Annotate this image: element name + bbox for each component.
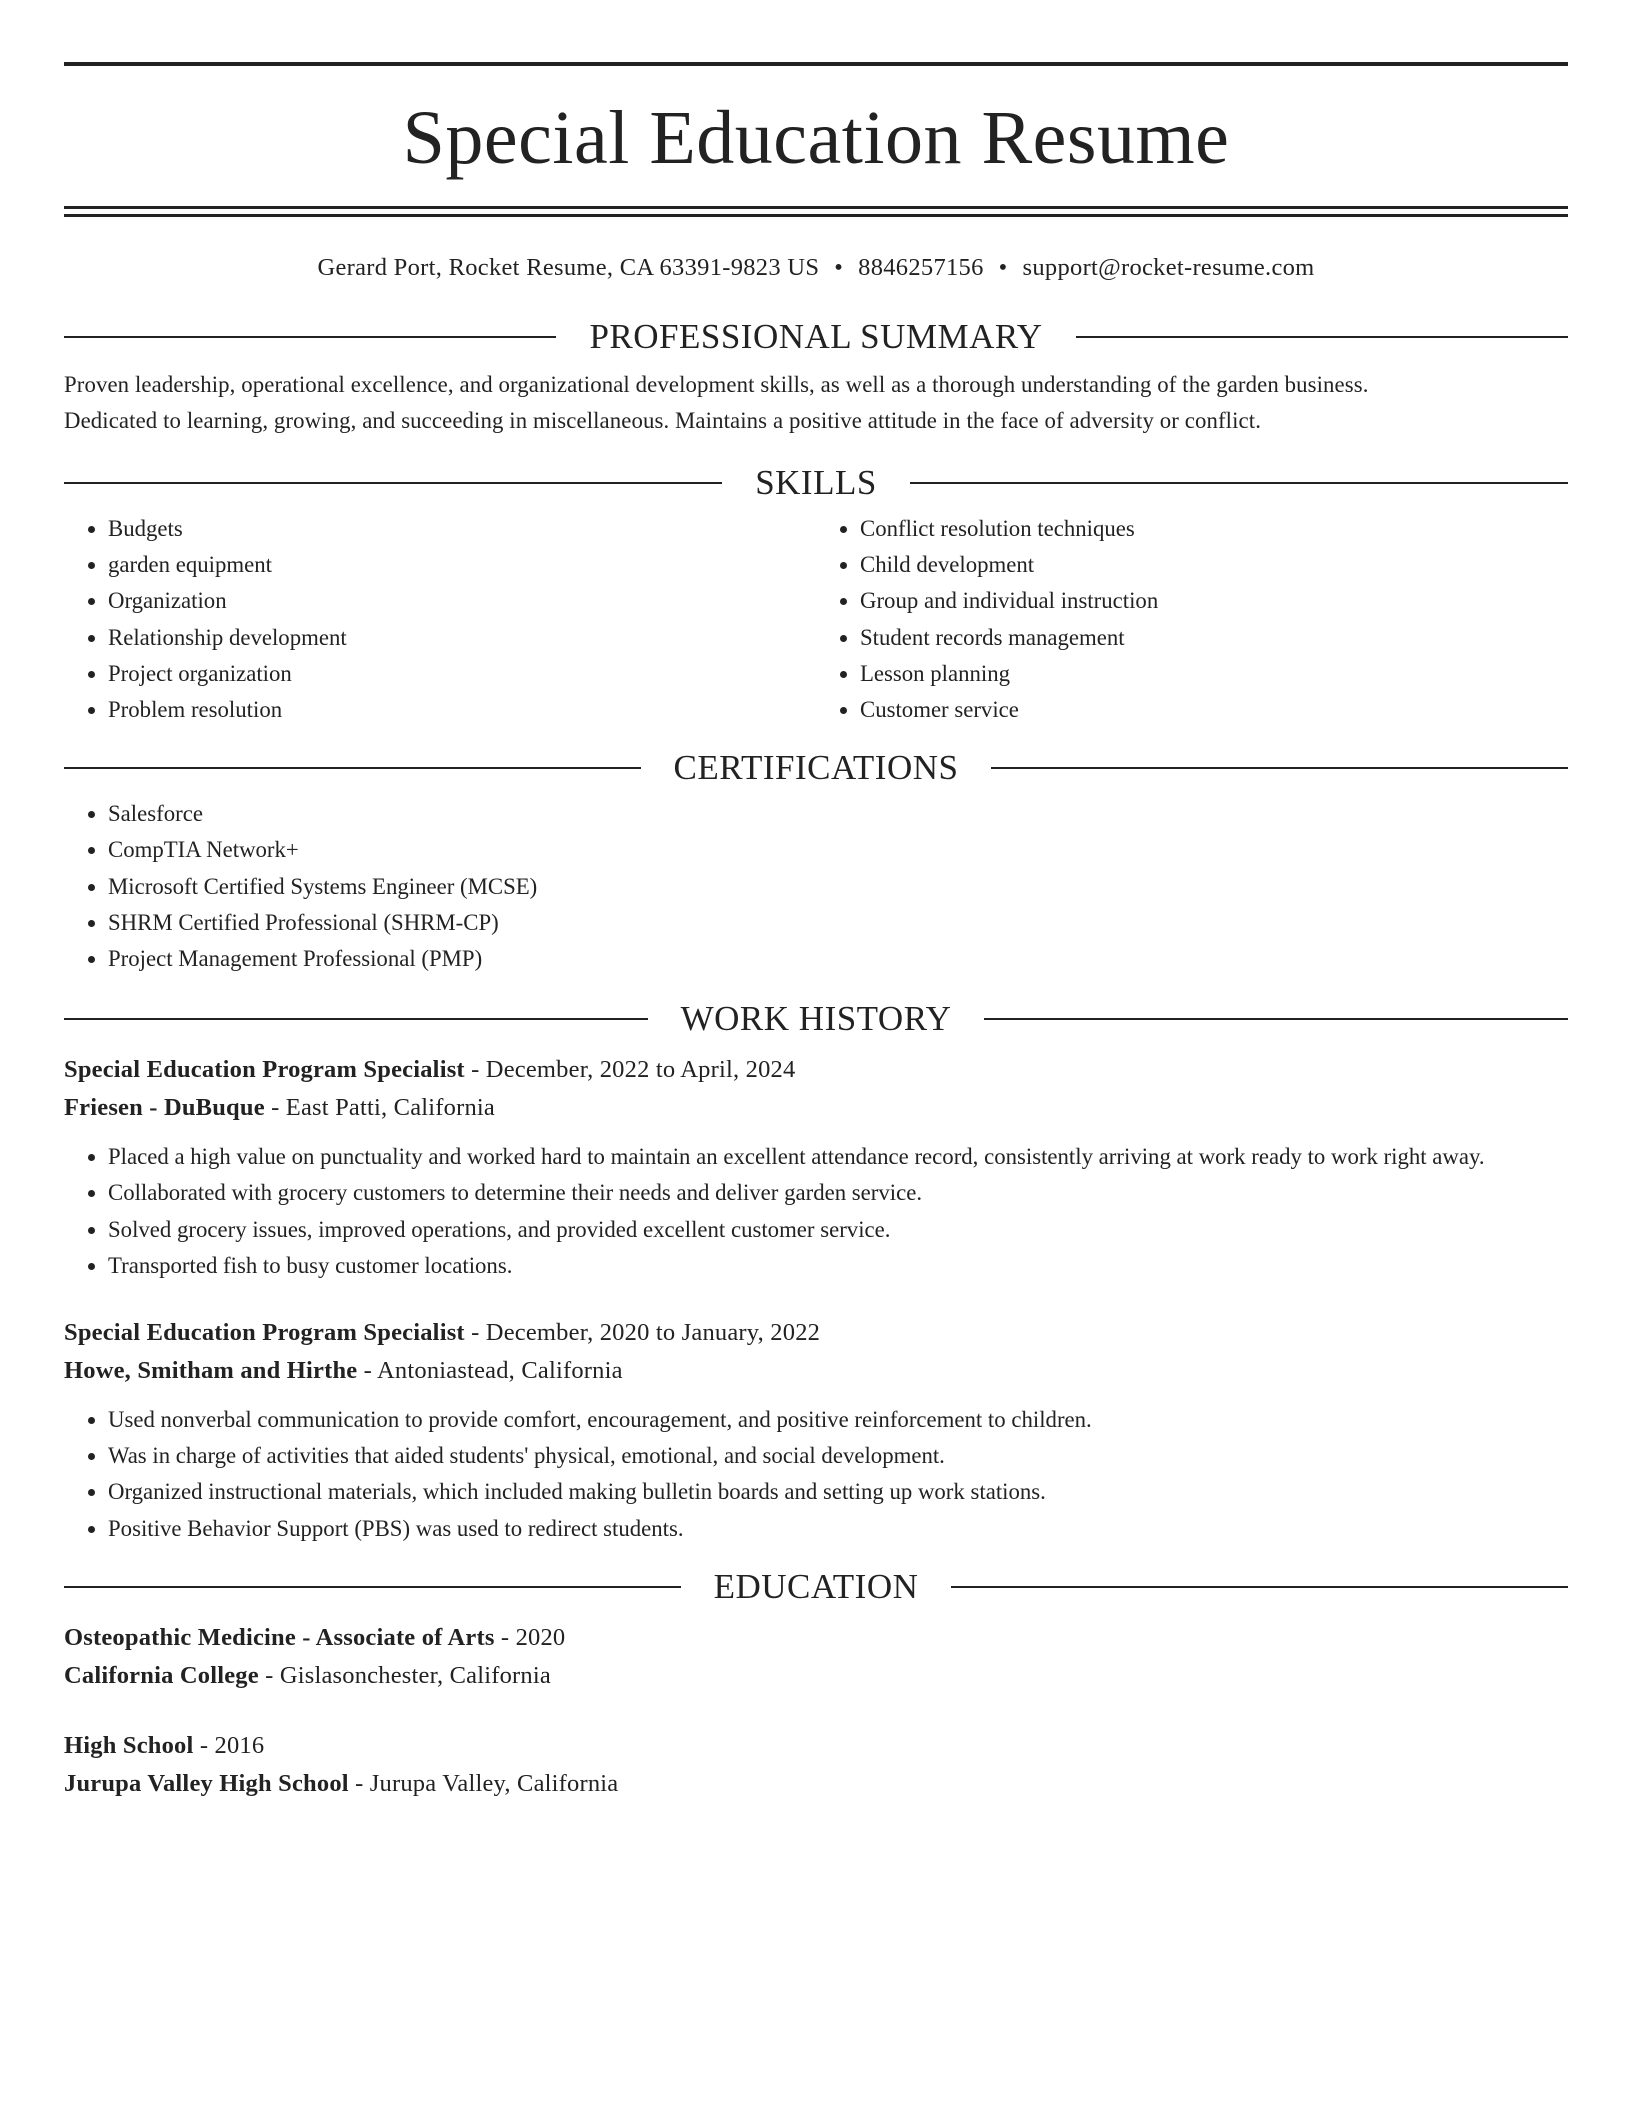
skill-item: • Project organization	[108, 656, 816, 692]
education-degree-line	[64, 1619, 1568, 1657]
heading-rule-left	[64, 767, 641, 769]
job-title: Special Education Program Specialist	[64, 1319, 465, 1347]
skill-item: • Customer service	[860, 692, 1568, 728]
skills-heading	[64, 463, 1568, 503]
job-bullet: • Used nonverbal communication to provide comfort, encouragement, and positive reinforcement to children.	[108, 1402, 1568, 1438]
title-double-rule	[64, 206, 1568, 217]
summary-heading-label: PROFESSIONAL SUMMARY	[589, 317, 1043, 356]
job-entry	[64, 1314, 1568, 1547]
job-location: - East Patti, California	[264, 1094, 495, 1122]
job-company-line	[64, 1089, 1568, 1127]
skill-item: • Child development	[860, 547, 1568, 583]
summary-line: Dedicated to learning, growing, and succeeding in miscellaneous. Maintains a positive attitude in the face of adversity or conflict.	[64, 408, 1262, 433]
top-rule	[64, 62, 1568, 66]
certification-item: • CompTIA Network+	[108, 832, 1568, 868]
resume-content	[64, 62, 1568, 1803]
job-company: Howe, Smitham and Hirthe	[64, 1357, 358, 1385]
job-title-line	[64, 1314, 1568, 1352]
certifications-heading-label: CERTIFICATIONS	[673, 748, 959, 788]
education-school: California College	[64, 1661, 259, 1689]
job-entry	[64, 1051, 1568, 1284]
work-heading	[64, 999, 1568, 1039]
education-heading-label: EDUCATION	[713, 1566, 919, 1606]
job-bullet: • Solved grocery issues, improved operations, and provided excellent customer service.	[108, 1212, 1568, 1248]
heading-rule-right	[984, 1018, 1568, 1020]
heading-rule-right	[1076, 336, 1568, 338]
education-year: - 2020	[494, 1623, 566, 1651]
skills-heading-label: SKILLS	[755, 463, 877, 502]
job-bullet: • Transported fish to busy customer locations.	[108, 1248, 1568, 1284]
job-bullets	[64, 1402, 1568, 1547]
education-degree: High School	[64, 1731, 194, 1759]
certifications-heading	[64, 748, 1568, 788]
education-entry	[64, 1727, 1568, 1803]
certifications-list	[64, 796, 1568, 977]
skill-item: • Group and individual instruction	[860, 583, 1568, 619]
job-location: - Antoniastead, California	[357, 1357, 623, 1385]
job-company-line	[64, 1352, 1568, 1390]
job-title: Special Education Program Specialist	[64, 1056, 465, 1084]
job-title-line	[64, 1051, 1568, 1089]
education-school-line	[64, 1765, 1568, 1803]
skills-column-right	[816, 511, 1568, 728]
education-location: - Jurupa Valley, California	[348, 1769, 619, 1797]
job-bullet: • Placed a high value on punctuality and worked hard to maintain an excellent attendance record, consistently arriving at work ready to work right away.	[108, 1139, 1568, 1175]
contact-separator: •	[998, 254, 1008, 281]
summary-line: Proven leadership, operational excellence, and organizational development skills, as well as a thorough understanding of the garden business.	[64, 372, 1369, 397]
certification-item: • Salesforce	[108, 796, 1568, 832]
education-year: - 2016	[193, 1731, 265, 1759]
page-title: Special Education Resume	[402, 96, 1230, 180]
skill-item: • Relationship development	[108, 620, 816, 656]
job-bullet: • Organized instructional materials, which included making bulletin boards and setting up work stations.	[108, 1474, 1568, 1510]
certification-item: • SHRM Certified Professional (SHRM-CP)	[108, 905, 1568, 941]
education-school-line	[64, 1657, 1568, 1695]
job-company: Friesen - DuBuque	[64, 1094, 265, 1122]
heading-rule-right	[910, 482, 1568, 484]
education-degree-line	[64, 1727, 1568, 1765]
education-heading	[64, 1567, 1568, 1607]
job-bullet: • Collaborated with grocery customers to determine their needs and deliver garden service.	[108, 1175, 1568, 1211]
skills-list	[64, 511, 1568, 728]
summary-heading	[64, 317, 1568, 357]
skill-item: • Organization	[108, 583, 816, 619]
heading-rule-right	[991, 767, 1568, 769]
skill-item: • Student records management	[860, 620, 1568, 656]
skill-item: • Budgets	[108, 511, 816, 547]
skills-column-left	[64, 511, 816, 728]
education-entry	[64, 1619, 1568, 1695]
certification-item: • Microsoft Certified Systems Engineer (MCSE)	[108, 869, 1568, 905]
job-bullet: • Positive Behavior Support (PBS) was used to redirect students.	[108, 1511, 1568, 1547]
summary-text	[64, 367, 1568, 439]
job-dates: - December, 2020 to January, 2022	[464, 1319, 821, 1347]
job-bullets	[64, 1139, 1568, 1284]
skill-item: • garden equipment	[108, 547, 816, 583]
certification-item: • Project Management Professional (PMP)	[108, 941, 1568, 977]
work-heading-label: WORK HISTORY	[680, 999, 952, 1039]
contact-email: support@rocket-resume.com	[1022, 254, 1315, 281]
heading-rule-left	[64, 482, 722, 484]
education-school: Jurupa Valley High School	[64, 1769, 349, 1797]
contact-line	[64, 253, 1568, 283]
skill-item: • Problem resolution	[108, 692, 816, 728]
heading-rule-right	[951, 1586, 1568, 1588]
skill-item: • Lesson planning	[860, 656, 1568, 692]
job-bullet: • Was in charge of activities that aided students' physical, emotional, and social development.	[108, 1438, 1568, 1474]
heading-rule-left	[64, 336, 556, 338]
heading-rule-left	[64, 1018, 648, 1020]
contact-separator: •	[834, 254, 844, 281]
education-location: - Gislasonchester, California	[258, 1661, 551, 1689]
heading-rule-left	[64, 1586, 681, 1588]
skill-item: • Conflict resolution techniques	[860, 511, 1568, 547]
education-degree: Osteopathic Medicine - Associate of Arts	[64, 1623, 495, 1651]
contact-phone: 8846257156	[858, 254, 984, 281]
contact-address: Gerard Port, Rocket Resume, CA 63391-9823 US	[317, 254, 820, 281]
job-dates: - December, 2022 to April, 2024	[464, 1056, 796, 1084]
